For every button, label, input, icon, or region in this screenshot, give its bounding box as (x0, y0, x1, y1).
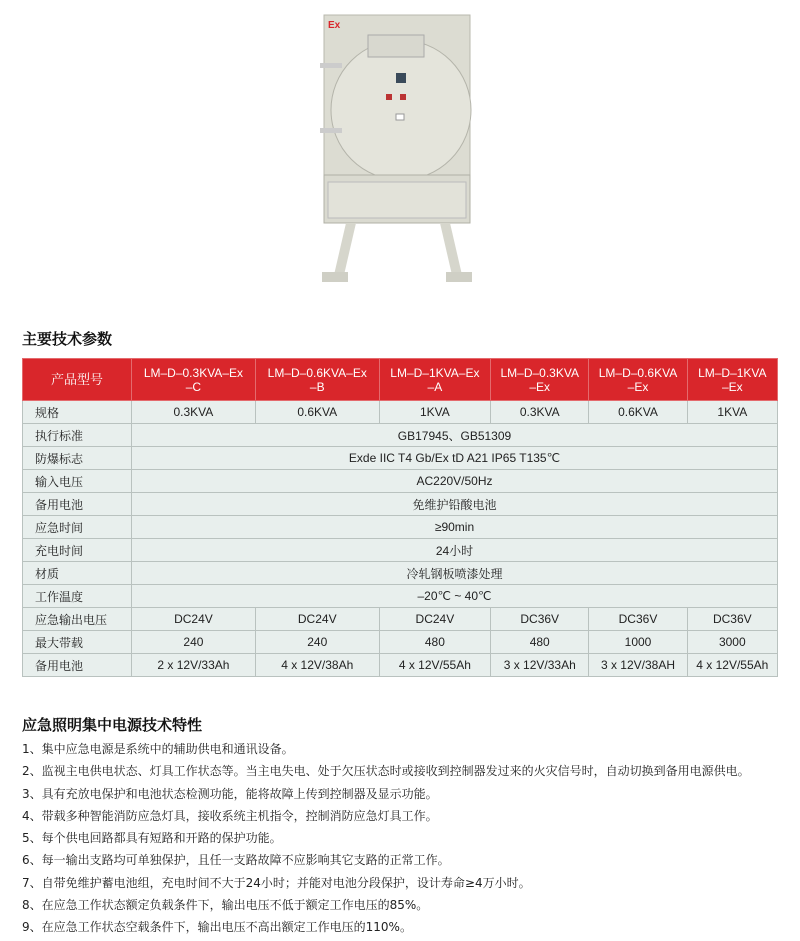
cell: 1KVA (687, 401, 777, 424)
row-label: 备用电池 (23, 654, 132, 677)
header-model-3: LM–D–1KVA–Ex –A (379, 359, 490, 401)
cell: 1KVA (379, 401, 490, 424)
table-row (23, 447, 778, 470)
cell: 4 x 12V/55Ah (379, 654, 490, 677)
cell: 4 x 12V/55Ah (687, 654, 777, 677)
header-model-4: LM–D–0.3KVA –Ex (491, 359, 589, 401)
cell: DC36V (589, 608, 687, 631)
cell: DC24V (132, 608, 256, 631)
table-row (23, 401, 778, 424)
feature-item: 2、监视主电供电状态、灯具工作状态等。当主电失电、处于欠压状态时或接收到控制器发过来的火灾信号时，自动切换到备用电源供电。 (22, 764, 750, 779)
feature-item: 7、自带免维护蓄电池组，充电时间不大于24小时；并能对电池分段保护，设计寿命≥4万小时。 (22, 875, 531, 890)
cell: 240 (255, 631, 379, 654)
table-row (23, 608, 778, 631)
cell: 480 (379, 631, 490, 654)
features-section-title: 应急照明集中电源技术特性 (22, 716, 203, 734)
table-row (23, 539, 778, 562)
table-header-row (23, 359, 778, 401)
cell: 3000 (687, 631, 777, 654)
feature-item: 8、在应急工作状态额定负载条件下，输出电压不低于额定工作电压的85%。 (22, 898, 429, 913)
row-label: 应急时间 (23, 516, 132, 539)
cell: 0.3KVA (132, 401, 256, 424)
table-row (23, 470, 778, 493)
cell: 3 x 12V/33Ah (491, 654, 589, 677)
feature-item: 9、在应急工作状态空载条件下，输出电压不高出额定工作电压的110%。 (22, 920, 412, 935)
cell: 24小时 (132, 539, 778, 562)
header-model-label: 产品型号 (23, 359, 132, 401)
cell: AC220V/50Hz (132, 470, 778, 493)
row-label: 防爆标志 (23, 447, 132, 470)
features-list (22, 738, 750, 939)
table-row (23, 424, 778, 447)
table-row (23, 654, 778, 677)
row-label: 工作温度 (23, 585, 132, 608)
header-model-6: LM–D–1KVA –Ex (687, 359, 777, 401)
cabinet-illustration (316, 10, 476, 285)
header-model-2: LM–D–0.6KVA–Ex –B (255, 359, 379, 401)
feature-item: 5、每个供电回路都具有短路和开路的保护功能。 (22, 831, 282, 846)
feature-item: 1、集中应急电源是系统中的辅助供电和通讯设备。 (22, 742, 294, 756)
cell: 240 (132, 631, 256, 654)
cell: 3 x 12V/38AH (589, 654, 687, 677)
feature-item: 3、具有充放电保护和电池状态检测功能，能将故障上传到控制器及显示功能。 (22, 786, 438, 801)
table-row (23, 631, 778, 654)
cell: 2 x 12V/33Ah (132, 654, 256, 677)
cell: 0.6KVA (255, 401, 379, 424)
spec-table (22, 358, 778, 677)
row-label: 执行标准 (23, 424, 132, 447)
cell: 0.3KVA (491, 401, 589, 424)
row-label: 充电时间 (23, 539, 132, 562)
cell: ≥90min (132, 516, 778, 539)
table-row (23, 562, 778, 585)
feature-item: 4、带载多种智能消防应急灯具，接收系统主机指令，控制消防应急灯具工作。 (22, 808, 438, 823)
cell: –20℃ ~ 40℃ (132, 585, 778, 608)
cell: 1000 (589, 631, 687, 654)
ex-badge: Ex (328, 20, 341, 31)
cell: 0.6KVA (589, 401, 687, 424)
cell: DC36V (491, 608, 589, 631)
cell: DC36V (687, 608, 777, 631)
table-row (23, 516, 778, 539)
header-model-5: LM–D–0.6KVA –Ex (589, 359, 687, 401)
spec-section-title: 主要技术参数 (22, 330, 113, 348)
cell: Exde IIC T4 Gb/Ex tD A21 IP65 T135℃ (132, 447, 778, 470)
row-label: 应急输出电压 (23, 608, 132, 631)
row-label: 备用电池 (23, 493, 132, 516)
cell: 4 x 12V/38Ah (255, 654, 379, 677)
cell: 480 (491, 631, 589, 654)
cell: GB17945、GB51309 (132, 424, 778, 447)
table-row (23, 585, 778, 608)
cell: DC24V (379, 608, 490, 631)
row-label: 输入电压 (23, 470, 132, 493)
row-label: 材质 (23, 562, 132, 585)
product-image (316, 10, 476, 285)
feature-item: 6、每一输出支路均可单独保护，且任一支路故障不应影响其它支路的正常工作。 (22, 853, 450, 868)
row-label: 规格 (23, 401, 132, 424)
cell: DC24V (255, 608, 379, 631)
table-row (23, 493, 778, 516)
cell: 冷轧钢板喷漆处理 (132, 562, 778, 585)
row-label: 最大带载 (23, 631, 132, 654)
header-model-1: LM–D–0.3KVA–Ex –C (132, 359, 256, 401)
cell: 免维护铅酸电池 (132, 493, 778, 516)
